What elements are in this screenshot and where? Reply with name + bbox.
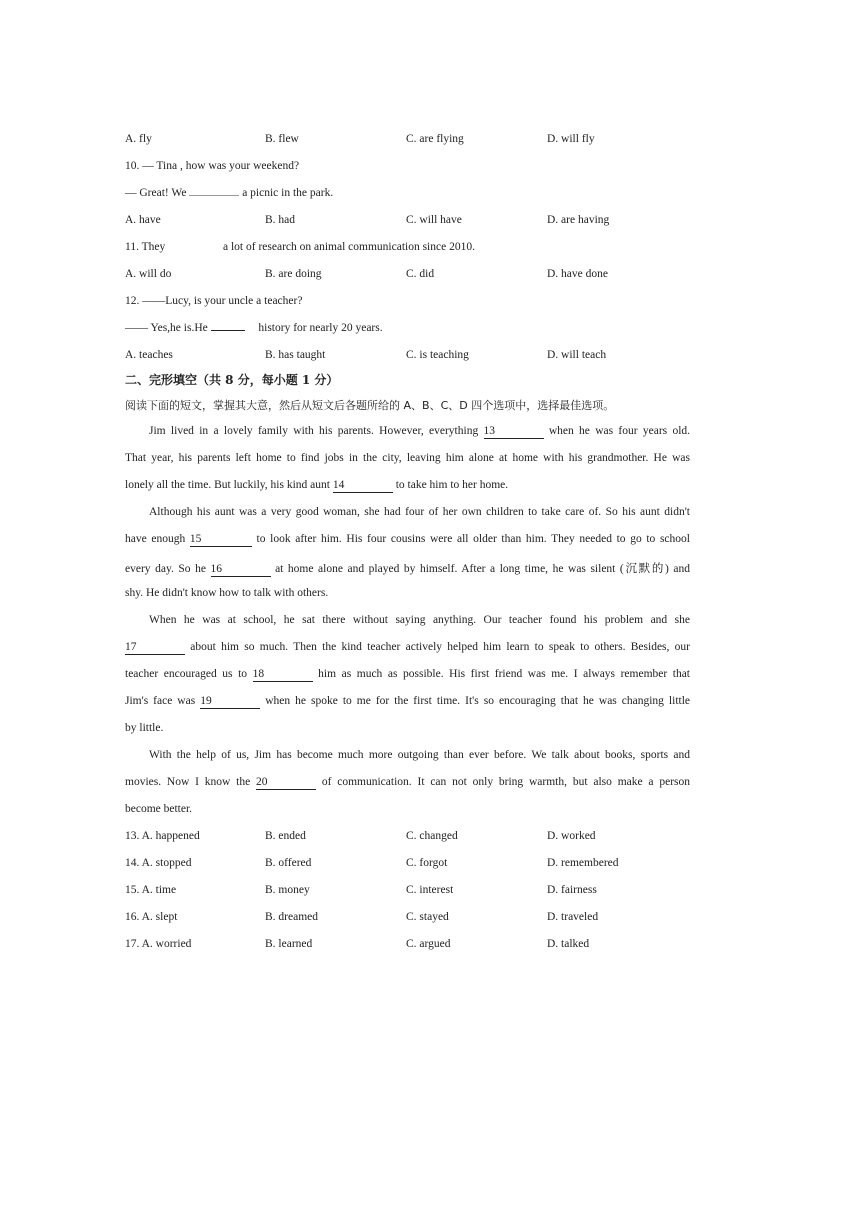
q14-option-b: B. offered bbox=[265, 857, 312, 869]
passage-p2-line4: shy. He didn't know how to talk with others. bbox=[125, 587, 329, 599]
passage-p4-line1: With the help of us, Jim has become much more outgoing than ever before. We talk about books, sports and bbox=[149, 749, 690, 761]
section-instruction: 阅读下面的短文，掌握其大意，然后从短文后各题所给的 A、B、C、D 四个选项中，选择最佳选项。 bbox=[125, 399, 615, 412]
q12-stem: 12. ——Lucy, is your uncle a teacher? bbox=[125, 295, 303, 307]
passage-text: teacher encouraged us to bbox=[125, 668, 248, 680]
q14-option-c: C. forgot bbox=[406, 857, 448, 869]
q11-option-d: D. have done bbox=[547, 268, 608, 280]
q16-option-c: C. stayed bbox=[406, 911, 449, 923]
passage-text: to look after him. His four cousins were all older than him. They needed to go to school bbox=[256, 533, 690, 545]
passage-p1-line3 bbox=[125, 479, 690, 493]
passage-text: every day. So he bbox=[125, 563, 206, 575]
passage-p2-line1: Although his aunt was a very good woman, she had four of her own children to take care of. So his aunt didn't bbox=[149, 506, 690, 518]
q12-reply bbox=[125, 322, 383, 334]
q15-option-a: 15. A. time bbox=[125, 884, 177, 896]
q11-option-b: B. are doing bbox=[265, 268, 322, 280]
passage-text: Jim's face was bbox=[125, 695, 196, 707]
q17-option-a: 17. A. worried bbox=[125, 938, 192, 950]
q9-option-a: A. fly bbox=[125, 133, 152, 145]
q14-option-d: D. remembered bbox=[547, 857, 619, 869]
q15-option-d: D. fairness bbox=[547, 884, 597, 896]
q13-option-b: B. ended bbox=[265, 830, 306, 842]
q16-option-b: B. dreamed bbox=[265, 911, 319, 923]
passage-p3-line4 bbox=[125, 695, 690, 709]
q10-option-d: D. are having bbox=[547, 214, 610, 226]
blank-19: 19 bbox=[200, 695, 260, 709]
q9-option-d: D. will fly bbox=[547, 133, 595, 145]
blank-17: 17 bbox=[125, 641, 185, 655]
passage-p3-line2 bbox=[125, 641, 690, 655]
q17-option-c: C. argued bbox=[406, 938, 451, 950]
q11-stem bbox=[125, 241, 475, 253]
q15-option-b: B. money bbox=[265, 884, 310, 896]
passage-text: him as much as possible. His first friend was me. I always remember that bbox=[318, 668, 691, 680]
blank-20: 20 bbox=[256, 776, 316, 790]
q9-option-b: B. flew bbox=[265, 133, 299, 145]
passage-p1-line1 bbox=[125, 425, 690, 439]
q17-option-d: D. talked bbox=[547, 938, 590, 950]
passage-text: of communication. It can not only bring warmth, but also make a person bbox=[321, 776, 691, 788]
q10-option-a: A. have bbox=[125, 214, 161, 226]
passage-text: when he spoke to me for the first time. It's so encouraging that he was changing little bbox=[265, 695, 691, 707]
q10-reply-after: a picnic in the park. bbox=[242, 187, 334, 199]
q12-option-c: C. is teaching bbox=[406, 349, 469, 361]
q10-option-b: B. had bbox=[265, 214, 296, 226]
passage-text: movies. Now I know the bbox=[125, 776, 251, 788]
q13-option-a: 13. A. happened bbox=[125, 830, 200, 842]
q12-reply-after: history for nearly 20 years. bbox=[258, 322, 383, 334]
q14-option-a: 14. A. stopped bbox=[125, 857, 192, 869]
q16-option-a: 16. A. slept bbox=[125, 911, 178, 923]
q10-stem: 10. — Tina , how was your weekend? bbox=[125, 160, 300, 172]
passage-p3-line3 bbox=[125, 668, 690, 682]
passage-p2-line3 bbox=[125, 560, 690, 577]
passage-p3-line1: When he was at school, he sat there without saying anything. Our teacher found his problem and she bbox=[149, 614, 690, 626]
blank-18: 18 bbox=[253, 668, 313, 682]
passage-p1-line2: That year, his parents left home to find jobs in the city, leaving him alone at home with his grandmother. He was bbox=[125, 452, 690, 464]
q10-reply-before: — Great! We bbox=[125, 187, 187, 199]
passage-text: lonely all the time. But luckily, his kind aunt bbox=[125, 479, 330, 491]
q10-option-c: C. will have bbox=[406, 214, 462, 226]
q11-option-a: A. will do bbox=[125, 268, 172, 280]
q12-option-a: A. teaches bbox=[125, 349, 173, 361]
passage-text: when he was four years old. bbox=[548, 425, 691, 437]
passage-text: at home alone and played by himself. After a long time, he was silent (沉默的) and bbox=[275, 563, 690, 575]
passage-text: about him so much. Then the kind teacher actively helped him learn to speak to others. Besides, our bbox=[190, 641, 691, 653]
passage-p4-line2 bbox=[125, 776, 690, 790]
passage-text: Jim lived in a lovely family with his parents. However, everything bbox=[149, 425, 479, 437]
q17-option-b: B. learned bbox=[265, 938, 313, 950]
blank-16: 16 bbox=[211, 563, 271, 577]
q16-option-d: D. traveled bbox=[547, 911, 599, 923]
passage-p4-line3: become better. bbox=[125, 803, 193, 815]
q11-stem-after: a lot of research on animal communication since 2010. bbox=[223, 241, 475, 253]
q12-option-b: B. has taught bbox=[265, 349, 326, 361]
q10-blank bbox=[189, 195, 239, 196]
passage-text: to take him to her home. bbox=[395, 479, 509, 491]
passage-p2-line2 bbox=[125, 533, 690, 547]
q11-option-c: C. did bbox=[406, 268, 435, 280]
blank-13: 13 bbox=[484, 425, 544, 439]
q11-stem-before: 11. They bbox=[125, 241, 166, 253]
q10-reply bbox=[125, 187, 333, 199]
blank-14: 14 bbox=[333, 479, 393, 493]
q13-option-c: C. changed bbox=[406, 830, 458, 842]
blank-15: 15 bbox=[190, 533, 252, 547]
q12-blank bbox=[211, 330, 245, 331]
q12-option-d: D. will teach bbox=[547, 349, 607, 361]
q12-reply-before: —— Yes,he is.He bbox=[125, 322, 208, 334]
passage-text: have enough bbox=[125, 533, 186, 545]
q15-option-c: C. interest bbox=[406, 884, 454, 896]
section-title: 二、完形填空（共 8 分，每小题 1 分） bbox=[125, 373, 339, 387]
passage-p3-line5: by little. bbox=[125, 722, 164, 734]
q13-option-d: D. worked bbox=[547, 830, 596, 842]
q9-option-c: C. are flying bbox=[406, 133, 464, 145]
